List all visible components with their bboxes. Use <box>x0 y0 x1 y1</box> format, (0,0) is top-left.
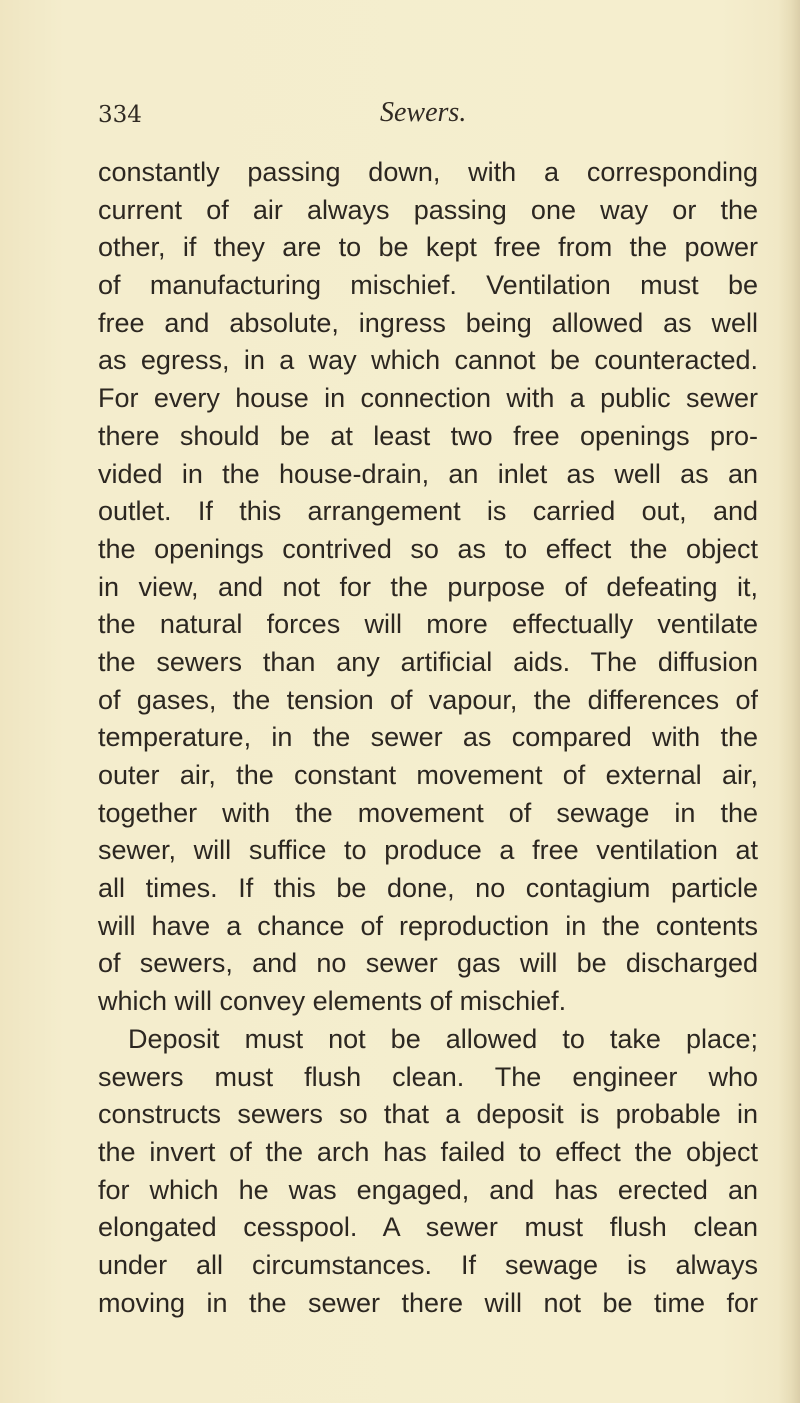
text-line: all times. If this be done, no contagium particle <box>98 873 758 904</box>
text-line: in view, and not for the purpose of defeating it, <box>98 571 758 602</box>
text-line: sewers must flush clean. The engineer who <box>98 1061 758 1092</box>
text-line: the invert of the arch has failed to effect the object <box>98 1136 758 1167</box>
page-number: 334 <box>98 102 142 128</box>
text-line: outer air, the constant movement of external air, <box>98 760 758 790</box>
text-line: as egress, in a way which cannot be counteracted. <box>98 345 758 376</box>
text-line: of gases, the tension of vapour, the differences of <box>98 684 758 715</box>
paragraph-start-line: Deposit must not be allowed to take place; <box>128 1023 758 1054</box>
text-line: will have a chance of reproduction in the contents <box>98 910 758 941</box>
text-line: for which he was engaged, and has erected an <box>98 1174 758 1205</box>
text-line: temperature, in the sewer as compared with the <box>98 722 758 753</box>
text-line: which will convey elements of mischief. <box>98 986 567 1017</box>
text-line: sewer, will suffice to produce a free ventilation at <box>98 835 758 866</box>
text-line: there should be at least two free openings pro- <box>98 420 758 451</box>
text-line: outlet. If this arrangement is carried out, and <box>98 496 758 527</box>
text-line: elongated cesspool. A sewer must flush clean <box>98 1212 758 1243</box>
body-text <box>98 154 758 1322</box>
text-line: constantly passing down, with a corresponding <box>98 157 758 187</box>
text-line: constructs sewers so that a deposit is probable in <box>98 1099 758 1130</box>
text-line: the natural forces will more effectually ventilate <box>98 609 758 640</box>
text-line: moving in the sewer there will not be time for <box>98 1287 758 1318</box>
text-line: the openings contrived so as to effect the object <box>98 533 758 564</box>
text-line: of manufacturing mischief. Ventilation must be <box>98 270 758 301</box>
text-line: together with the movement of sewage in the <box>98 797 758 828</box>
text-line: under all circumstances. If sewage is always <box>98 1249 758 1280</box>
running-title: Sewers. <box>380 97 467 128</box>
text-line: of sewers, and no sewer gas will be discharged <box>98 948 758 979</box>
text-line: vided in the house-drain, an inlet as well as an <box>98 458 758 489</box>
text-line: free and absolute, ingress being allowed as well <box>98 307 758 338</box>
text-line: other, if they are to be kept free from the power <box>98 232 758 263</box>
text-line: For every house in connection with a public sewer <box>98 383 758 414</box>
text-line: current of air always passing one way or the <box>98 194 758 225</box>
text-line: the sewers than any artificial aids. The diffusion <box>98 646 758 677</box>
page-edge-shadow <box>778 0 800 1403</box>
